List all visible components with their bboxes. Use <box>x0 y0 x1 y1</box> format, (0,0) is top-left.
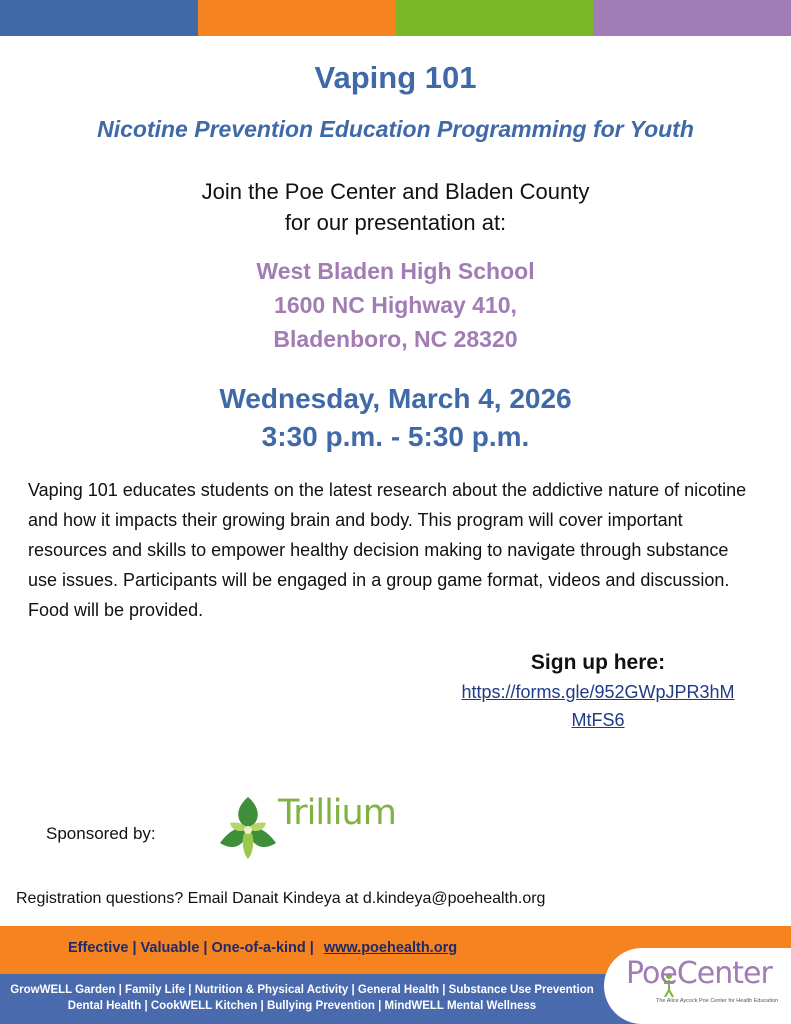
signup-block <box>460 648 736 734</box>
intro-line-1: Join the Poe Center and Bladen County <box>201 179 590 204</box>
event-time: 3:30 p.m. - 5:30 p.m. <box>261 421 530 452</box>
event-datetime <box>0 380 791 456</box>
poecenter-wordmark: PoeCenter <box>626 956 772 991</box>
event-date: Wednesday, March 4, 2026 <box>219 383 572 414</box>
page-subtitle: Nicotine Prevention Education Programming for Youth <box>97 116 694 142</box>
poecenter-logo <box>604 948 791 1024</box>
programs-line-2: Dental Health | CookWELL Kitchen | Bullying Prevention | MindWELL Mental Wellness <box>67 1000 537 1012</box>
stripe-purple <box>593 0 791 36</box>
program-description <box>28 475 748 625</box>
programs-line-1: GrowWELL Garden | Family Life | Nutrition & Physical Activity | General Health | Substance Use Prevention <box>10 984 594 996</box>
signup-label: Sign up here: <box>530 651 666 674</box>
venue-name: West Bladen High School <box>256 258 535 284</box>
trillium-logo <box>216 793 396 863</box>
venue-street: 1600 NC Highway 410, <box>274 292 517 318</box>
intro-text <box>0 176 791 238</box>
venue-block <box>0 254 791 356</box>
stripe-blue <box>0 0 198 36</box>
poehealth-link[interactable]: www.poehealth.org <box>323 940 458 956</box>
tagline-text: Effective | Valuable | One-of-a-kind | <box>68 940 314 956</box>
food-note: Food will be provided. <box>28 600 204 620</box>
page-title: Vaping 101 <box>314 60 477 95</box>
stripe-green <box>396 0 594 36</box>
sponsored-by-label: Sponsored by: <box>46 824 156 843</box>
stripe-orange <box>198 0 396 36</box>
color-stripe-bar <box>0 0 791 36</box>
description-body: Vaping 101 educates students on the latest research about the addictive nature of nicotine and how it impacts their growing brain and body. This program will cover important resources and skills to empower healthy decision making to navigate through substance use issues. Participants will be engaged in a group game format, videos and discussion. <box>28 480 747 590</box>
trillium-leaf-icon <box>216 793 280 863</box>
footer-tagline <box>68 940 457 956</box>
venue-city: Bladenboro, NC 28320 <box>273 326 518 352</box>
footer-programs <box>0 982 604 1014</box>
poecenter-subtitle: The Alice Aycock Poe Center for Health Education <box>656 998 779 1004</box>
registration-contact: Registration questions? Email Danait Kindeya at d.kindeya@poehealth.org <box>16 890 546 907</box>
intro-line-2: for our presentation at: <box>284 210 507 235</box>
signup-link[interactable]: https://forms.gle/952GWpJPR3hMMtFS6 <box>461 682 735 730</box>
trillium-wordmark: Trillium <box>278 793 396 833</box>
